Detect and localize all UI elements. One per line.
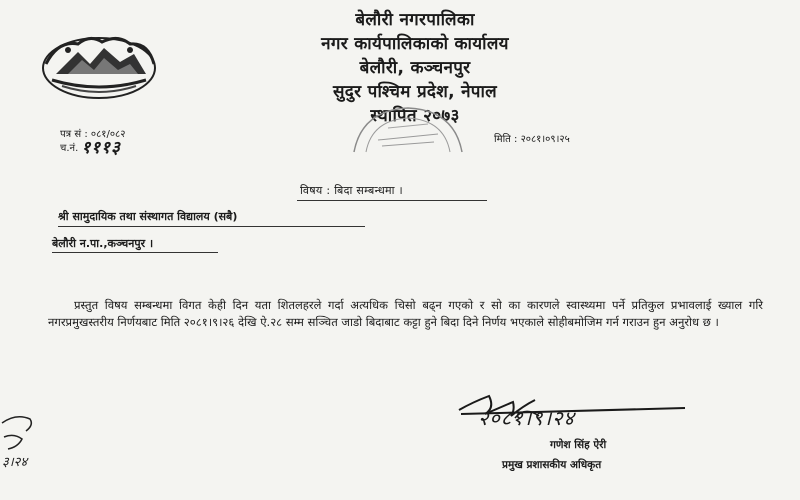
- letter-date: मिति : २०८१।०९।२५: [494, 134, 570, 145]
- margin-note-date: ३।२४: [2, 455, 28, 470]
- addressee-line-1: श्री सामुदायिक तथा संस्थागत विद्यालय (सबै): [58, 210, 238, 223]
- dispatch-value: १११३: [81, 138, 121, 158]
- addressee-line-2: बेलौरी न.पा.,कञ्चनपुर ।: [52, 237, 154, 250]
- municipality-name: बेलौरी नगरपालिका: [355, 10, 475, 30]
- subject-line: विषय : बिदा सम्बन्धमा ।: [300, 184, 404, 197]
- addressee-underline-2: [52, 252, 218, 253]
- body-paragraph: प्रस्तुत विषय सम्बन्धमा विगत केही दिन यता शितलहरले गर्दा अत्यधिक चिसो बढ्न गएको र सो का कारणले स्वास्थ्यमा पर्ने प्रतिकुल प्रभावलाई ख्याल गरि नगरप्रमुखस्तरीय निर्णयबाट मिति २०८१।९।२६ देखि ऐ.२८ सम्म सञ्चित जाडो बिदाबाट कट्टा हुने बिदा दिने निर्णय भएकाले सोहीबमोजिम गर्न गराउन हुन अनुरोध छ ।: [48, 298, 763, 329]
- province-name: सुदुर पश्चिम प्रदेश, नेपाल: [332, 82, 497, 102]
- margin-note-scribble: [0, 405, 48, 485]
- dispatch-label: च.नं.: [60, 143, 79, 154]
- office-stamp-icon: [348, 104, 468, 156]
- signatory-name: गणेश सिंह ऐरी: [550, 439, 607, 451]
- dispatch-number: [60, 138, 125, 158]
- office-address: बेलौरी, कञ्चनपुर: [359, 58, 471, 78]
- letter-number: पत्र सं : ०८१/०८२: [60, 129, 126, 140]
- subject-underline: [297, 200, 487, 201]
- signatory-title: प्रमुख प्रशासकीय अधिकृत: [502, 459, 602, 471]
- established-year: स्थापित २०७३: [370, 106, 460, 126]
- addressee-underline-1: [58, 226, 365, 227]
- nepal-emblem-icon: [38, 30, 160, 100]
- office-name: नगर कार्यपालिकाको कार्यालय: [321, 34, 509, 54]
- handwritten-date: २०८१।९।२४: [478, 406, 575, 430]
- reference-block: [60, 128, 126, 158]
